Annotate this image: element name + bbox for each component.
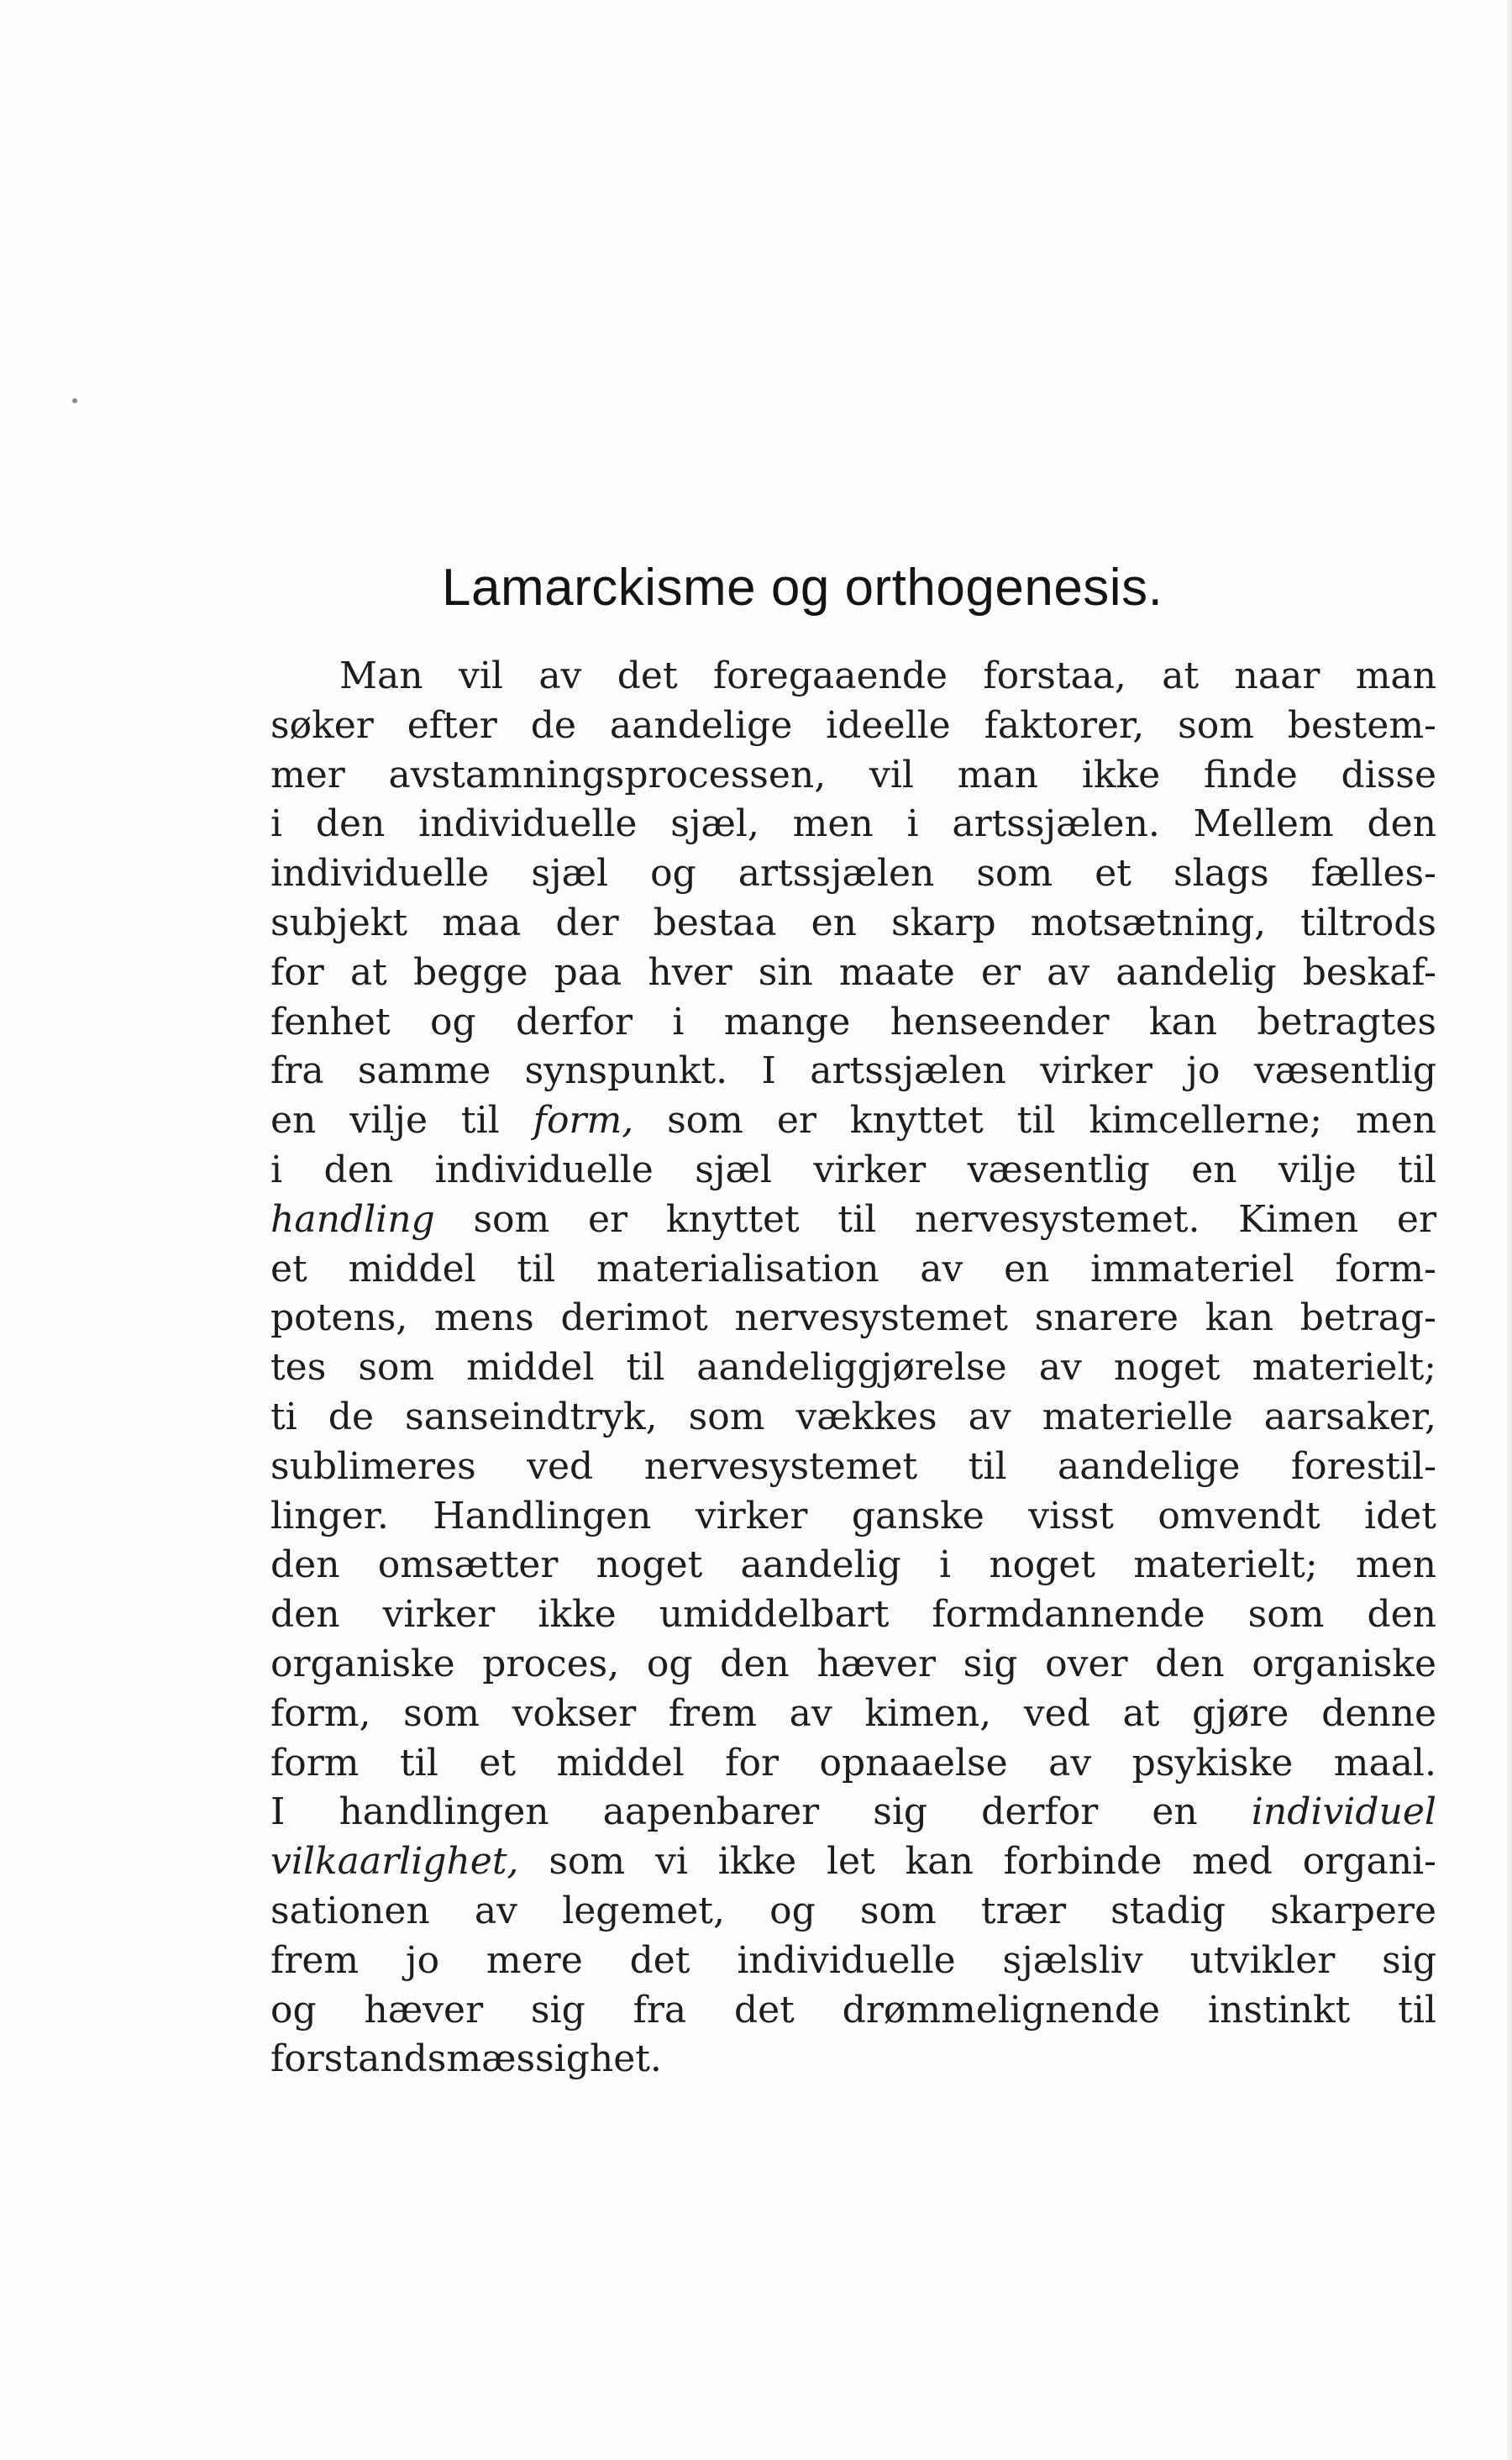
line-text: individuelle sjæl og artssjælen som et slags fælles- [270, 852, 1436, 896]
line-text: sationen av legemet, og som trær stadig skarpere [270, 1889, 1436, 1932]
line-text: og hæver sig fra det drømmelignende instinkt til [270, 1988, 1436, 2032]
text-line [270, 1294, 1436, 1343]
line-text: sublimeres ved nervesystemet til aandelige forestil- [270, 1444, 1436, 1488]
text-line [270, 1640, 1436, 1690]
page-title: Lamarckisme og orthogenesis. [442, 559, 1163, 617]
line-text: som vi ikke let kan forbinde med organi- [518, 1840, 1436, 1884]
text-line [270, 1887, 1436, 1937]
text-line [270, 1196, 1436, 1245]
text-line [270, 652, 1436, 702]
text-line [270, 1541, 1436, 1590]
text-line [270, 1492, 1436, 1542]
text-line [270, 998, 1436, 1048]
line-text: frem jo mere det individuelle sjælsliv utvikler sig [270, 1938, 1436, 1982]
text-line [270, 1393, 1436, 1443]
text-line [270, 1443, 1436, 1492]
line-text: den virker ikke umiddelbart formdannende som den [270, 1593, 1436, 1637]
line-text: mer avstamningsprocessen, vil man ikke finde disse [270, 753, 1436, 796]
text-line [270, 1788, 1436, 1837]
line-text: potens, mens derimot nervesystemet snarere kan betrag- [270, 1296, 1436, 1340]
text-line [270, 1096, 1436, 1146]
text-line [270, 702, 1436, 751]
line-text: en vilje til [270, 1099, 533, 1143]
line-text: for at begge paa hver sin maate er av aandelig beskaf- [270, 950, 1436, 994]
line-text: subjekt maa der bestaa en skarp motsætning, tiltrods [270, 901, 1436, 944]
line-text: tes som middel til aandeliggjørelse av noget materielt; [270, 1346, 1436, 1390]
line-text: den omsætter noget aandelig i noget materielt; men [270, 1543, 1436, 1587]
italic-emphasis: individuel [1251, 1790, 1436, 1834]
text-line [270, 2035, 1436, 2084]
text-line [270, 1837, 1436, 1887]
italic-emphasis: form, [533, 1099, 634, 1143]
paper-speck [72, 398, 77, 403]
line-text: søker efter de aandelige ideelle faktorer, som bestem- [270, 703, 1436, 747]
italic-emphasis: vilkaarlighet, [270, 1840, 519, 1884]
line-text: I handlingen aapenbarer sig derfor en [270, 1790, 1252, 1834]
text-line [270, 1245, 1436, 1295]
line-text: som er knyttet til nervesystemet. Kimen er [434, 1197, 1436, 1241]
text-line [270, 1986, 1436, 2036]
text-line [270, 899, 1436, 949]
line-text: fenhet og derfor i mange henseender kan betragtes [270, 1000, 1436, 1043]
text-line [270, 751, 1436, 801]
text-line [270, 1690, 1436, 1739]
text-line [270, 1343, 1436, 1393]
line-text: som er knyttet til kimcellerne; men [633, 1099, 1436, 1143]
text-line [270, 1047, 1436, 1096]
text-line [270, 800, 1436, 849]
line-text: forstandsmæssighet. [270, 2037, 662, 2081]
line-text: organiske proces, og den hæver sig over den organiske [270, 1642, 1436, 1685]
text-line [270, 849, 1436, 899]
text-line [270, 1739, 1436, 1789]
page-edge [1507, 0, 1512, 2460]
line-text: linger. Handlingen virker ganske visst omvendt idet [270, 1494, 1436, 1538]
text-line [270, 1590, 1436, 1640]
line-text: et middel til materialisation av en immateriel form- [270, 1247, 1436, 1290]
line-text: ti de sanseindtryk, som vækkes av materielle aarsaker, [270, 1395, 1436, 1438]
line-text: i den individuelle sjæl virker væsentlig en vilje til [270, 1148, 1436, 1191]
line-text: form til et middel for opnaaelse av psykiske maal. [270, 1741, 1436, 1785]
text-line [270, 1146, 1436, 1196]
line-text: form, som vokser frem av kimen, ved at gjøre denne [270, 1691, 1436, 1735]
line-text: Man vil av det foregaaende forstaa, at naar man [339, 654, 1436, 697]
body-paragraph [270, 652, 1436, 2084]
text-line [270, 949, 1436, 998]
text-line [270, 1937, 1436, 1986]
line-text: fra samme synspunkt. I artssjælen virker jo væsentlig [270, 1049, 1436, 1093]
italic-emphasis: handling [270, 1197, 435, 1241]
line-text: i den individuelle sjæl, men i artssjælen. Mellem den [270, 802, 1436, 846]
